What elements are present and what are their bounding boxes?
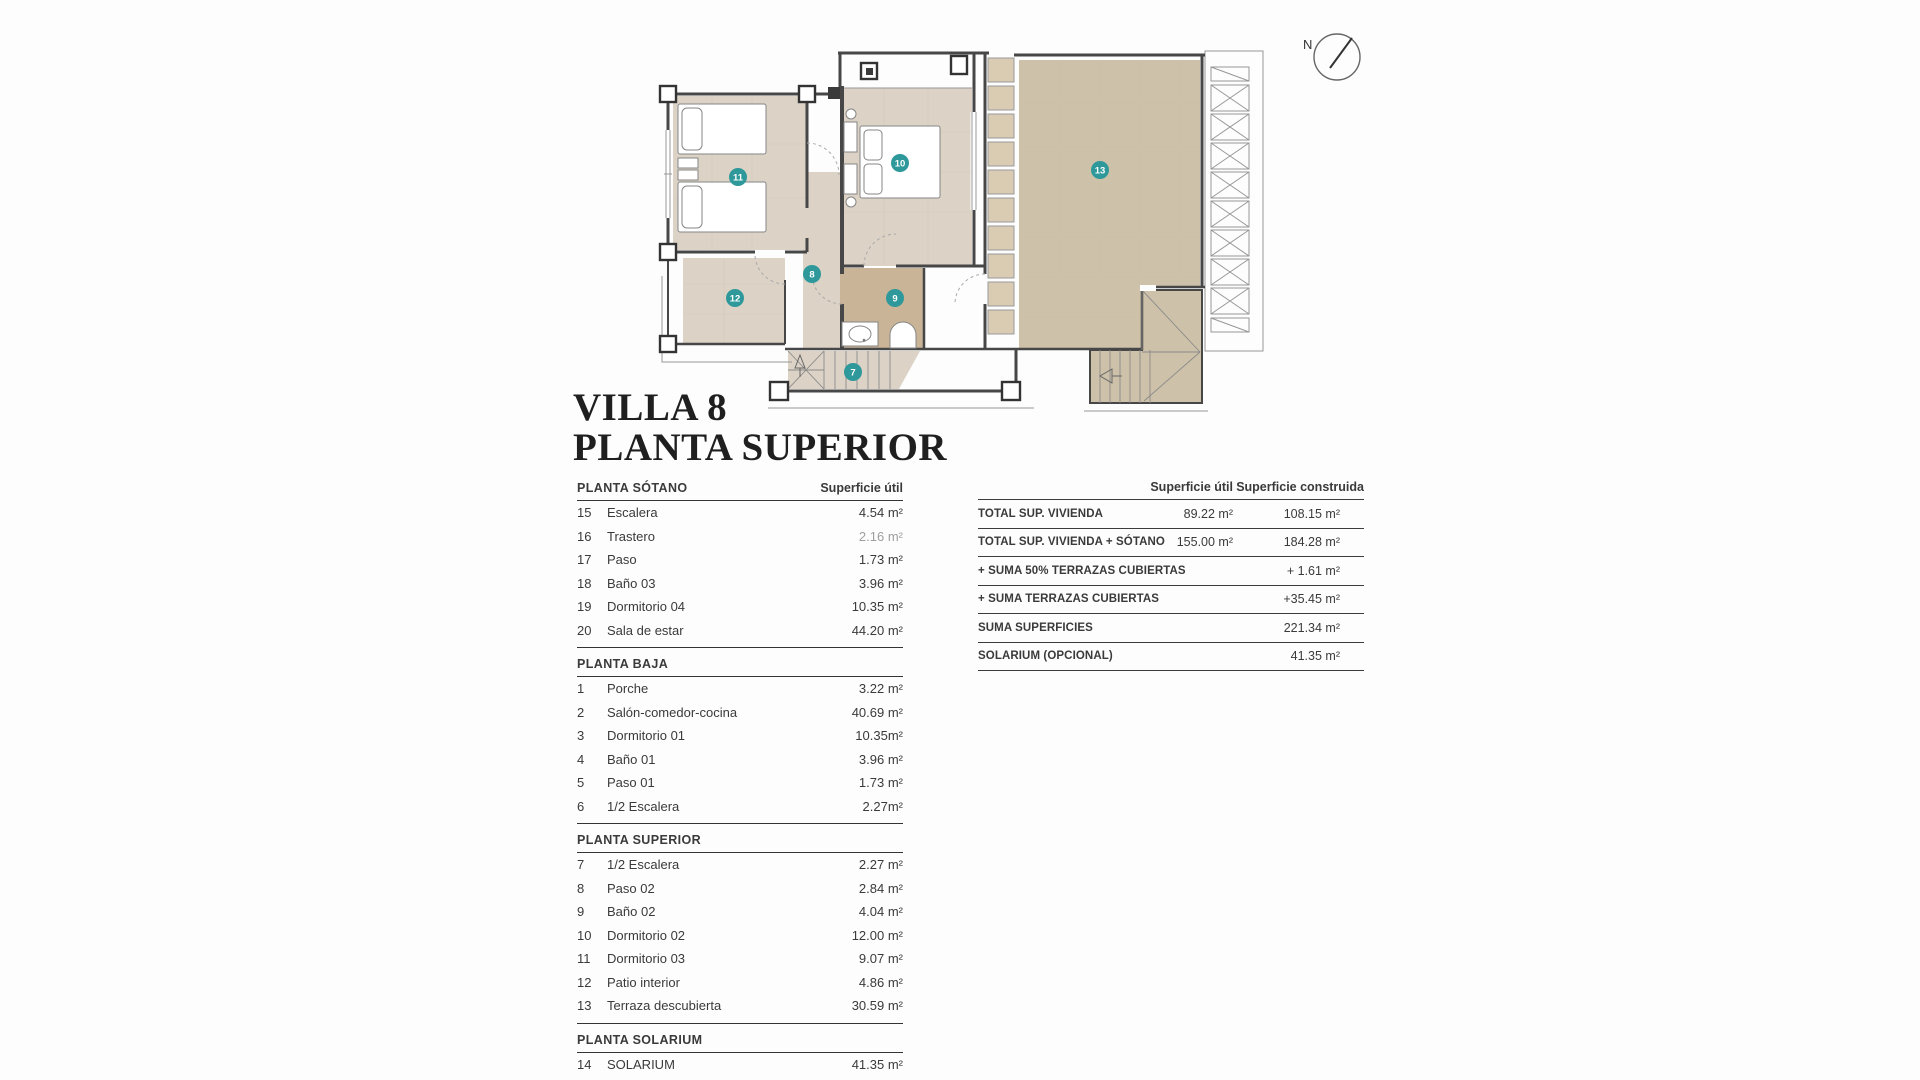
area-row bbox=[577, 548, 903, 572]
area-row bbox=[577, 877, 903, 901]
area-row-label: Paso bbox=[607, 552, 637, 568]
area-row-value: 10.35 m² bbox=[851, 599, 903, 615]
area-row-number: 17 bbox=[577, 552, 592, 568]
room-badge-number: 13 bbox=[1094, 165, 1106, 177]
area-row-value: 4.86 m² bbox=[858, 974, 903, 990]
area-row-number: 16 bbox=[577, 528, 592, 544]
area-row-value: 2.27m² bbox=[862, 798, 903, 814]
area-row-value: 4.04 m² bbox=[858, 904, 903, 920]
summary-col-util: Superficie útil bbox=[1150, 480, 1233, 494]
area-row bbox=[577, 619, 903, 643]
summary-row bbox=[978, 500, 1364, 529]
area-row-label: Porche bbox=[607, 681, 649, 697]
area-row-value: 2.27 m² bbox=[858, 857, 903, 873]
area-row-label: Baño 02 bbox=[607, 904, 656, 920]
summary-row-label: SUMA SUPERFICIES bbox=[978, 621, 1093, 634]
room-paso-02 bbox=[803, 172, 841, 350]
area-section-title: PLANTA BAJA bbox=[577, 657, 669, 671]
summary-col-built: Superficie construida bbox=[1236, 480, 1364, 494]
area-row-label: 1/2 Escalera bbox=[607, 798, 680, 814]
area-section-header bbox=[577, 653, 903, 677]
area-row bbox=[577, 525, 903, 549]
area-row-number: 2 bbox=[577, 704, 585, 720]
area-row bbox=[577, 748, 903, 772]
area-row bbox=[577, 947, 903, 971]
area-row-value: 12.00 m² bbox=[851, 927, 903, 943]
area-section bbox=[577, 477, 903, 648]
area-row-number: 15 bbox=[577, 505, 592, 521]
room-badge-number: 10 bbox=[894, 158, 906, 170]
summary-header-row bbox=[978, 476, 1364, 500]
area-section bbox=[577, 1029, 903, 1080]
summary-row-built: +35.45 m² bbox=[1283, 592, 1340, 607]
toilet-icon bbox=[890, 322, 916, 348]
area-section-header bbox=[577, 829, 903, 853]
area-row bbox=[577, 677, 903, 701]
area-row-value: 1.73 m² bbox=[858, 552, 903, 568]
area-row-value: 9.07 m² bbox=[858, 951, 903, 967]
area-row-value: 40.69 m² bbox=[851, 704, 903, 720]
area-row-number: 6 bbox=[577, 798, 585, 814]
area-row bbox=[577, 900, 903, 924]
area-util-header: Superficie útil bbox=[820, 481, 903, 495]
area-row-value: 44.20 m² bbox=[851, 622, 903, 638]
area-row-label: Dormitorio 01 bbox=[607, 728, 686, 744]
area-row bbox=[577, 924, 903, 948]
area-table bbox=[577, 477, 903, 1080]
area-row-value: 2.16 m² bbox=[858, 528, 903, 544]
area-row bbox=[577, 771, 903, 795]
area-row-label: Trastero bbox=[607, 528, 655, 544]
area-row-label: Dormitorio 02 bbox=[607, 927, 686, 943]
area-row-value: 30.59 m² bbox=[851, 998, 903, 1014]
summary-table bbox=[978, 476, 1364, 671]
area-row-value: 3.22 m² bbox=[858, 681, 903, 697]
summary-rows bbox=[978, 500, 1364, 671]
area-row-number: 9 bbox=[577, 904, 585, 920]
area-row bbox=[577, 795, 903, 819]
title-line-2: PLANTA SUPERIOR bbox=[573, 426, 948, 469]
area-row bbox=[577, 1053, 903, 1077]
area-row-number: 12 bbox=[577, 974, 592, 990]
summary-row-built: 184.28 m² bbox=[1283, 535, 1340, 550]
area-row-label: Salón-comedor-cocina bbox=[607, 704, 738, 720]
area-row-label: Escalera bbox=[607, 505, 658, 521]
area-row-number: 10 bbox=[577, 927, 592, 943]
area-row-number: 7 bbox=[577, 857, 585, 873]
room-badge-number: 8 bbox=[809, 269, 815, 281]
area-row-number: 11 bbox=[577, 951, 591, 967]
area-row bbox=[577, 724, 903, 748]
area-row-number: 20 bbox=[577, 622, 592, 638]
area-row bbox=[577, 572, 903, 596]
summary-row-util: 89.22 m² bbox=[1183, 506, 1233, 521]
summary-row-built: + 1.61 m² bbox=[1286, 563, 1340, 578]
summary-row-built: 221.34 m² bbox=[1283, 620, 1340, 635]
summary-row-label: TOTAL SUP. VIVIENDA bbox=[978, 507, 1104, 520]
compass-icon bbox=[1303, 34, 1360, 80]
title-line-1: VILLA 8 bbox=[573, 386, 728, 429]
area-row-value: 3.96 m² bbox=[858, 575, 903, 591]
area-row-label: Dormitorio 03 bbox=[607, 951, 686, 967]
summary-row-label: + SUMA TERRAZAS CUBIERTAS bbox=[978, 593, 1160, 606]
area-row-number: 19 bbox=[577, 599, 592, 615]
summary-row-util: 155.00 m² bbox=[1176, 535, 1233, 550]
area-row-label: Dormitorio 04 bbox=[607, 599, 686, 615]
area-row-value: 1.73 m² bbox=[858, 775, 903, 791]
summary-row-label: TOTAL SUP. VIVIENDA + SÓTANO bbox=[978, 536, 1165, 549]
room-badge-number: 7 bbox=[850, 367, 856, 379]
summary-row-label: SOLARIUM (OPCIONAL) bbox=[978, 650, 1113, 663]
area-row-label: Paso 02 bbox=[607, 880, 655, 896]
area-section-header bbox=[577, 477, 903, 501]
area-row bbox=[577, 994, 903, 1018]
area-row bbox=[577, 853, 903, 877]
area-row bbox=[577, 971, 903, 995]
area-row-value: 4.54 m² bbox=[858, 505, 903, 521]
summary-row-label: + SUMA 50% TERRAZAS CUBIERTAS bbox=[978, 564, 1186, 577]
area-row bbox=[577, 701, 903, 725]
area-row-number: 4 bbox=[577, 751, 585, 767]
area-row-label: Terraza descubierta bbox=[607, 998, 722, 1014]
area-row-number: 13 bbox=[577, 998, 592, 1014]
room-badge-number: 12 bbox=[729, 293, 741, 305]
area-row-value: 3.96 m² bbox=[858, 751, 903, 767]
area-row-number: 14 bbox=[577, 1056, 592, 1072]
area-row bbox=[577, 501, 903, 525]
area-row-label: Patio interior bbox=[607, 974, 680, 990]
area-row-number: 1 bbox=[577, 681, 585, 697]
area-section bbox=[577, 653, 903, 824]
area-row-value: 10.35m² bbox=[855, 728, 903, 744]
summary-row bbox=[978, 586, 1364, 615]
summary-row bbox=[978, 643, 1364, 672]
area-row-label: SOLARIUM bbox=[607, 1056, 675, 1072]
area-row-label: Baño 03 bbox=[607, 575, 656, 591]
area-row-number: 8 bbox=[577, 880, 585, 896]
area-section-header bbox=[577, 1029, 903, 1053]
area-row-label: 1/2 Escalera bbox=[607, 857, 680, 873]
summary-row bbox=[978, 614, 1364, 643]
area-section-title: PLANTA SÓTANO bbox=[577, 481, 688, 495]
compass-north-label: N bbox=[1303, 37, 1313, 52]
area-row-value: 2.84 m² bbox=[858, 880, 903, 896]
area-row-number: 5 bbox=[577, 775, 585, 791]
area-row-label: Baño 01 bbox=[607, 751, 656, 767]
room-badge-number: 9 bbox=[892, 293, 898, 305]
area-row-value: 41.35 m² bbox=[851, 1056, 903, 1072]
area-section-title: PLANTA SOLARIUM bbox=[577, 1032, 703, 1047]
summary-row bbox=[978, 529, 1364, 558]
summary-row bbox=[978, 557, 1364, 586]
area-section bbox=[577, 829, 903, 1024]
area-row bbox=[577, 595, 903, 619]
area-row-label: Paso 01 bbox=[607, 775, 655, 791]
area-section-title: PLANTA SUPERIOR bbox=[577, 833, 702, 847]
area-row-label: Sala de estar bbox=[607, 622, 684, 638]
summary-row-built: 108.15 m² bbox=[1283, 506, 1340, 521]
floor-plan bbox=[652, 22, 1376, 418]
page-title bbox=[573, 388, 947, 468]
area-row-number: 3 bbox=[577, 728, 585, 744]
room-badge-number: 11 bbox=[732, 172, 744, 184]
summary-row-built: 41.35 m² bbox=[1290, 649, 1340, 664]
lattice-panels bbox=[1205, 51, 1263, 351]
area-row-number: 18 bbox=[577, 575, 592, 591]
pergola-slats bbox=[988, 58, 1014, 334]
